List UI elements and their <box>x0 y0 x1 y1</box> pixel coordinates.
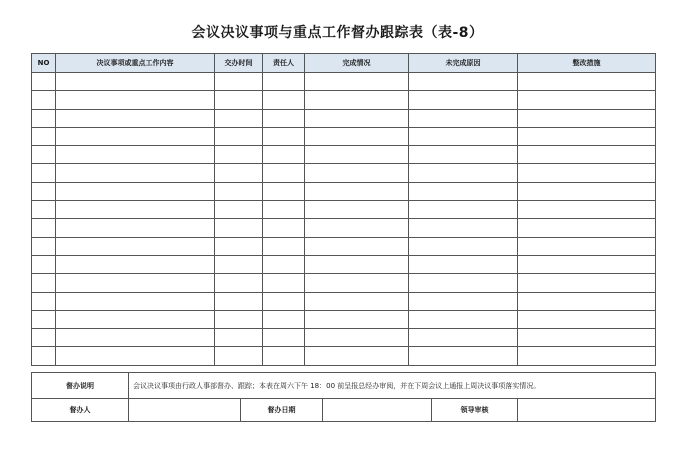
table-cell[interactable] <box>518 347 656 365</box>
table-cell[interactable] <box>518 310 656 328</box>
review-field[interactable] <box>518 399 656 422</box>
table-cell[interactable] <box>56 329 215 347</box>
table-cell[interactable] <box>305 146 409 164</box>
table-cell[interactable] <box>305 329 409 347</box>
table-cell[interactable] <box>32 274 56 292</box>
table-cell[interactable] <box>305 109 409 127</box>
table-cell[interactable] <box>56 182 215 200</box>
table-cell[interactable] <box>56 237 215 255</box>
table-cell[interactable] <box>263 127 305 145</box>
table-cell[interactable] <box>518 274 656 292</box>
date-field[interactable] <box>323 399 432 422</box>
table-cell[interactable] <box>32 73 56 91</box>
table-cell[interactable] <box>32 310 56 328</box>
table-cell[interactable] <box>215 146 263 164</box>
table-cell[interactable] <box>305 91 409 109</box>
table-row <box>32 182 656 200</box>
table-cell[interactable] <box>305 219 409 237</box>
table-cell[interactable] <box>56 201 215 219</box>
table-cell[interactable] <box>56 91 215 109</box>
table-cell[interactable] <box>409 91 518 109</box>
review-label: 领导审核 <box>432 399 518 422</box>
table-row <box>32 201 656 219</box>
table-cell[interactable] <box>263 201 305 219</box>
table-cell[interactable] <box>409 219 518 237</box>
table-cell[interactable] <box>215 292 263 310</box>
table-cell[interactable] <box>263 146 305 164</box>
date-label: 督办日期 <box>241 399 323 422</box>
table-row <box>32 219 656 237</box>
table-cell[interactable] <box>409 201 518 219</box>
table-cell[interactable] <box>32 219 56 237</box>
table-cell[interactable] <box>215 274 263 292</box>
table-cell[interactable] <box>305 201 409 219</box>
table-row <box>32 109 656 127</box>
col-header-reason: 未完成原因 <box>409 54 518 73</box>
table-cell[interactable] <box>409 292 518 310</box>
supervisor-field[interactable] <box>129 399 241 422</box>
table-cell[interactable] <box>305 310 409 328</box>
table-cell[interactable] <box>518 109 656 127</box>
note-label: 督办说明 <box>32 373 129 399</box>
table-cell[interactable] <box>263 219 305 237</box>
table-cell[interactable] <box>56 274 215 292</box>
table-cell[interactable] <box>305 237 409 255</box>
table-cell[interactable] <box>215 91 263 109</box>
table-cell[interactable] <box>518 164 656 182</box>
table-cell[interactable] <box>518 73 656 91</box>
table-cell[interactable] <box>32 329 56 347</box>
table-cell[interactable] <box>305 73 409 91</box>
table-cell[interactable] <box>518 219 656 237</box>
table-cell[interactable] <box>215 329 263 347</box>
table-cell[interactable] <box>409 182 518 200</box>
table-cell[interactable] <box>215 310 263 328</box>
table-cell[interactable] <box>56 146 215 164</box>
table-cell[interactable] <box>263 310 305 328</box>
table-cell[interactable] <box>215 237 263 255</box>
table-cell[interactable] <box>263 274 305 292</box>
table-cell[interactable] <box>409 310 518 328</box>
table-cell[interactable] <box>215 255 263 273</box>
table-cell[interactable] <box>305 274 409 292</box>
table-row <box>32 237 656 255</box>
table-cell[interactable] <box>518 91 656 109</box>
table-cell[interactable] <box>518 237 656 255</box>
table-cell[interactable] <box>56 292 215 310</box>
table-cell[interactable] <box>518 146 656 164</box>
table-cell[interactable] <box>263 347 305 365</box>
table-cell[interactable] <box>56 310 215 328</box>
table-cell[interactable] <box>215 164 263 182</box>
table-cell[interactable] <box>518 201 656 219</box>
table-cell[interactable] <box>32 292 56 310</box>
table-cell[interactable] <box>409 237 518 255</box>
table-row <box>32 292 656 310</box>
table-cell[interactable] <box>32 201 56 219</box>
table-cell[interactable] <box>305 292 409 310</box>
table-cell[interactable] <box>32 347 56 365</box>
table-row <box>32 310 656 328</box>
table-cell[interactable] <box>409 109 518 127</box>
table-cell[interactable] <box>32 91 56 109</box>
col-header-status: 完成情况 <box>305 54 409 73</box>
table-row <box>32 146 656 164</box>
table-cell[interactable] <box>215 201 263 219</box>
table-row <box>32 347 656 365</box>
table-cell[interactable] <box>215 73 263 91</box>
table-cell[interactable] <box>215 219 263 237</box>
table-cell[interactable] <box>263 182 305 200</box>
table-cell[interactable] <box>518 255 656 273</box>
table-cell[interactable] <box>263 255 305 273</box>
table-cell[interactable] <box>32 255 56 273</box>
table-cell[interactable] <box>32 127 56 145</box>
table-cell[interactable] <box>263 237 305 255</box>
table-cell[interactable] <box>518 182 656 200</box>
table-cell[interactable] <box>263 292 305 310</box>
col-header-no: NO <box>32 54 56 73</box>
table-cell[interactable] <box>263 329 305 347</box>
table-cell[interactable] <box>263 109 305 127</box>
table-cell[interactable] <box>56 127 215 145</box>
table-cell[interactable] <box>56 73 215 91</box>
col-header-assign-time: 交办时间 <box>215 54 263 73</box>
table-cell[interactable] <box>263 91 305 109</box>
table-cell[interactable] <box>56 255 215 273</box>
table-header-row <box>32 54 656 73</box>
col-header-owner: 责任人 <box>263 54 305 73</box>
col-header-item: 决议事项或重点工作内容 <box>56 54 215 73</box>
table-row <box>32 127 656 145</box>
table-cell[interactable] <box>409 329 518 347</box>
table-cell[interactable] <box>56 219 215 237</box>
table-cell[interactable] <box>263 164 305 182</box>
table-cell[interactable] <box>409 255 518 273</box>
table-cell[interactable] <box>32 237 56 255</box>
table-cell[interactable] <box>56 347 215 365</box>
table-cell[interactable] <box>56 164 215 182</box>
table-cell[interactable] <box>305 255 409 273</box>
table-cell[interactable] <box>409 347 518 365</box>
tracking-table <box>31 53 656 366</box>
table-row <box>32 329 656 347</box>
table-cell[interactable] <box>409 164 518 182</box>
table-row <box>32 91 656 109</box>
note-text: 会议决议事项由行政人事部督办、跟踪；本表在周六下午 18：00 前呈报总经办审阅，并在下周会议上通报上周决议事项落实情况。 <box>129 373 656 399</box>
table-cell[interactable] <box>518 329 656 347</box>
table-cell[interactable] <box>32 164 56 182</box>
table-cell[interactable] <box>305 127 409 145</box>
table-cell[interactable] <box>32 109 56 127</box>
table-cell[interactable] <box>215 182 263 200</box>
table-cell[interactable] <box>305 164 409 182</box>
table-cell[interactable] <box>215 127 263 145</box>
footer-table <box>31 372 656 422</box>
table-cell[interactable] <box>215 109 263 127</box>
col-header-measures: 整改措施 <box>518 54 656 73</box>
table-row <box>32 274 656 292</box>
table-cell[interactable] <box>305 347 409 365</box>
page-title: 会议决议事项与重点工作督办跟踪表（表-8） <box>191 25 484 41</box>
table-row <box>32 73 656 91</box>
table-cell[interactable] <box>56 109 215 127</box>
table-cell[interactable] <box>409 127 518 145</box>
table-cell[interactable] <box>32 146 56 164</box>
table-cell[interactable] <box>32 182 56 200</box>
table-cell[interactable] <box>409 146 518 164</box>
table-cell[interactable] <box>409 73 518 91</box>
table-cell[interactable] <box>215 347 263 365</box>
table-row <box>32 255 656 273</box>
table-cell[interactable] <box>518 127 656 145</box>
table-cell[interactable] <box>409 274 518 292</box>
table-cell[interactable] <box>518 292 656 310</box>
supervisor-label: 督办人 <box>32 399 129 422</box>
table-cell[interactable] <box>263 73 305 91</box>
table-row <box>32 164 656 182</box>
table-cell[interactable] <box>305 182 409 200</box>
